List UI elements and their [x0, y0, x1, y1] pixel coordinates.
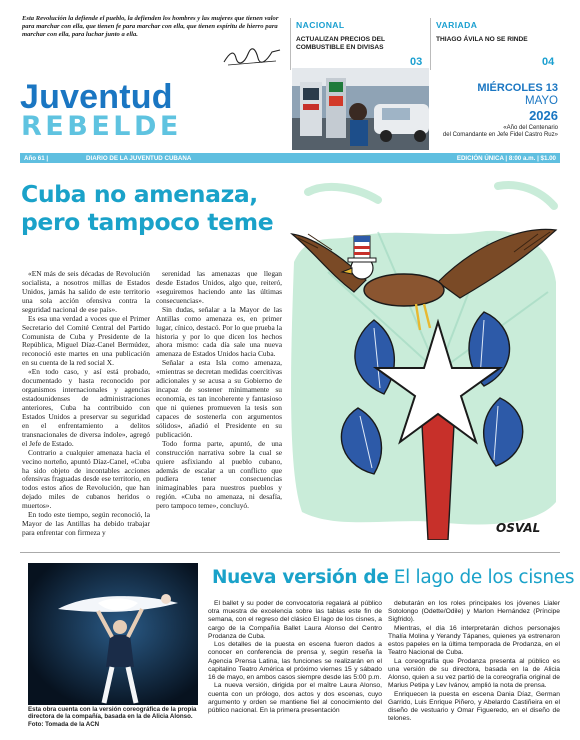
info-bar	[20, 153, 560, 163]
main-story-column-1: «EN más de seis décadas de Revolución socialista, a nosotros millas de Estados Unidos, jamás ha salido de este territorio una sola acción ofensiva contra la seguridad nacional de ese país». Es esa una verdad a voces que el Primer Secretario del Comité Central del Partido Comunista de Cuba y Presidente de la República, Miguel Díaz-Canel Bermúdez, reconoció este martes en una publicación en su cuenta de la red social X. «En todo caso, y así está probado, documentado y hasta reconocido por organismos internacionales y agencias estadounidenses de administraciones anteriores, Cuba ha contribuido con Estados Unidos a preservar su seguridad en el enfrentamiento a delitos transnacionales de diversa índole», agregó el Jefe de Estado. Contrario a cualquier amenaza hacia el vecino norteño, apuntó Díaz-Canel, «Cuba ha sido objeto de incontables acciones ofensivas fraguadas desde ese territorio, en todos estos años de Revolución, que han dejado miles de cubanos heridos o muertos». En todo este tiempo, según reconoció, la Mayor de las Antillas ha debido trabajar para enfrentar con firmeza y	[22, 269, 150, 538]
editorial-cartoon[interactable]	[288, 172, 560, 540]
signature-icon	[222, 46, 282, 68]
section-divider	[20, 552, 560, 553]
teaser-divider	[430, 18, 431, 70]
year-motto: «Año del Centenario del Comandante en Jefe Fidel Castro Ruz»	[442, 125, 558, 139]
main-headline[interactable]: Cuba no amenaza, pero tampoco teme	[21, 180, 274, 236]
teaser-section-variada[interactable]: VARIADA	[436, 20, 478, 30]
date-day: MIÉRCOLES 13	[477, 82, 558, 94]
ballet-photo[interactable]	[28, 563, 198, 705]
teaser-section-nacional[interactable]: NACIONAL	[296, 20, 345, 30]
masthead-logo-rebelde: REBELDE	[21, 111, 182, 142]
main-story-column-2: serenidad las amenazas que llegan desde Estados Unidos, algo que, reiteró, «seguiremos haciendo ante las últimas consecuencias». Sin dudas, señalar a la Mayor de las Antillas como amenaza es, en primer lugar, cínico, destacó. Por lo que prueba la historia y por lo que dicen los hechos ahora mismo: cada día sale una nueva amenaza de Estados Unidos hacia Cuba. Señalar a esta Isla como amenaza, «mientras se decretan medidas coercitivas adicionales y se acusa a su Gobierno de incapaz de sostener mínimamente su economía, es tan incoherente y fantasioso que ni quienes promueven la tesis son capaces de sostenerla con argumentos sólidos», añadió el Presidente en su publicación. Todo forma parte, apuntó, de una construcción narrativa sobre la cual se quiere asfixiando al pueblo cubano, además de escalar a un conflicto que pudiera tener consecuencias inimaginables para nuestros pueblos y región. «Cuba no amenaza, ni desafía, pero tampoco teme», concluyó.	[156, 269, 282, 511]
date-month: MAYO	[524, 95, 558, 107]
second-story-column-1: El ballet y su poder de convocatoria regalará al público otra muestra de excelencia sobre las tablas este fin de semana, con el regreso del clásico El lago de los cisnes, a cargo de la Compañía Ballet Laura Alonso del Centro Prodanza de Cuba. Los detalles de la puesta en escena fueron dados a conocer en conferencia de prensa y, según reseña la Agencia Prensa Latina, las funciones se realizarán en el capitalino Teatro América el próximo viernes 15 y sábado 16 de mayo, en ambos casos siempre desde las 5:00 p.m. La nueva versión, dirigida por el maître Laura Alonso, cuenta con un prólogo, dos actos y dos escenas, cuyo argumento y orden se mantiene fiel al conocimiento del público nacional. En la primera presentación	[208, 600, 382, 715]
teaser-page-nacional: 03	[410, 56, 423, 68]
founder-quote: Esta Revolución la defiende el pueblo, la defienden los hombres y las mujeres que tienen valor para marchar con ella, que tienen fe para marchar con ella, que tienen espíritu de hierro para marchar con ella, para luchar junto a ella.	[22, 15, 279, 39]
ballet-dancers-image	[28, 563, 198, 705]
issue-number: Año 61 |	[24, 154, 49, 162]
second-story-column-2: debutarán en los roles principales los jóvenes Lialer Sotolongo (Odette/Odile) y Marlon Hernández (Príncipe Sigfrido). Mientras, el día 16 interpretarán dichos personajes Thalía Molina y Yerandy Tápanes, quienes ya estrenaron estos papeles en la última temporada de Prodanza, en el Teatro Nacional de Cuba. La coreografía que Prodanza presenta al público es una versión de su directora, basada en la de Alicia Alonso, quien a su vez partió de la coreografía original de Marius Petipa y Lev Ivánov, amplió la nota de prensa. Enriquecen la puesta en escena Dania Díaz, German Garrido, Luis Enrique Piñero, y Abelardo Castiñeira en el diseño de vestuario y Omar Figueredo, en el diseño de telones.	[388, 600, 560, 723]
second-headline[interactable]: Nueva versión de El lago de los cisnes	[212, 567, 575, 588]
teaser-headline-variada[interactable]: THIAGO ÁVILA NO SE RINDE	[436, 36, 528, 43]
teaser-divider	[290, 18, 291, 70]
edition-info: EDICIÓN ÚNICA | 8:00 a.m. | $1.00	[456, 154, 556, 162]
teaser-headline-nacional[interactable]: ACTUALIZAN PRECIOS DEL COMBUSTIBLE EN DIVISAS	[296, 36, 385, 51]
photo-caption: Esta obra cuenta con la versión coreográfica de la propia directora de la compañía, basada en la de Alicia Alonso. Foto: Tomada de la ACN	[28, 706, 197, 728]
masthead-logo-juventud: Juventud	[20, 78, 173, 116]
tagline: DIARIO DE LA JUVENTUD CUBANA	[86, 154, 192, 162]
teaser-page-variada: 04	[542, 56, 555, 68]
cartoonist-signature: OSVAL	[496, 521, 541, 535]
date-year: 2026	[529, 108, 558, 123]
